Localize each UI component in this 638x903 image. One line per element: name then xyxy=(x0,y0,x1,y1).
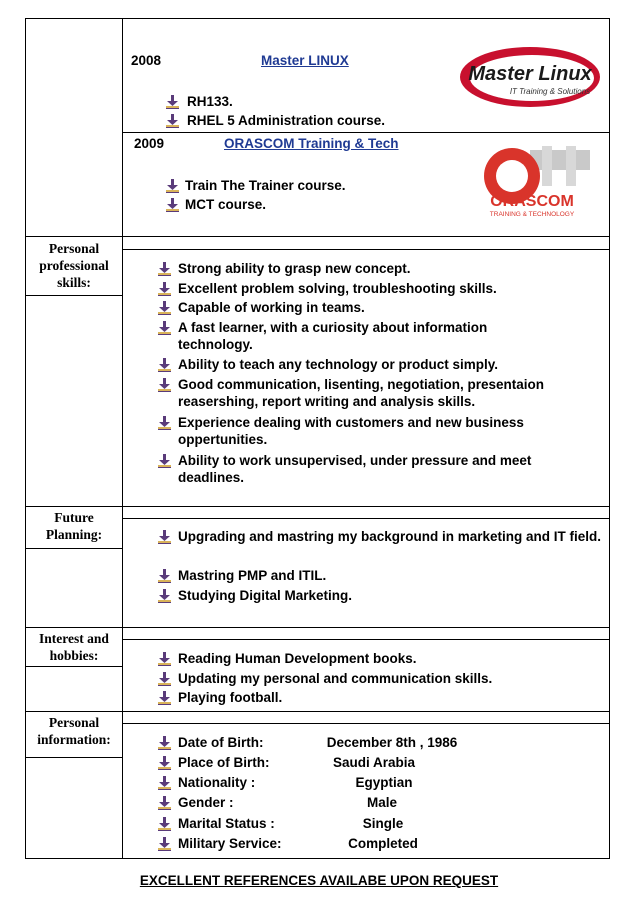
interest-item: Reading Human Development books. xyxy=(178,651,417,666)
row-subdivider xyxy=(122,639,610,640)
skill-item: Capable of working in teams. xyxy=(178,300,365,315)
row-divider-personal xyxy=(25,711,610,712)
education-institution-link[interactable]: Master LINUX xyxy=(261,53,349,68)
education-institution-link[interactable]: ORASCOM Training & Tech xyxy=(224,136,399,151)
section-label-skills: Personal professional skills: xyxy=(39,241,109,290)
bullet-icon xyxy=(158,282,171,296)
personal-value: Single xyxy=(362,816,404,831)
bullet-icon xyxy=(158,358,171,372)
personal-value: Egyptian xyxy=(355,775,413,790)
logo-wordmark: ORASCOM xyxy=(490,193,574,210)
personal-value: Saudi Arabia xyxy=(332,755,416,770)
bullet-icon xyxy=(158,301,171,315)
label-underline xyxy=(25,666,122,667)
education-item: RHEL 5 Administration course. xyxy=(187,113,386,128)
personal-key: Gender : xyxy=(178,795,234,810)
row-divider-future xyxy=(25,506,610,507)
row-divider-skills xyxy=(25,236,610,237)
interest-item: Updating my personal and communication skills. xyxy=(178,671,493,686)
bullet-icon xyxy=(158,776,171,790)
bullet-icon xyxy=(158,817,171,831)
label-underline xyxy=(25,295,122,296)
bullet-icon xyxy=(158,569,171,583)
future-item: Studying Digital Marketing. xyxy=(178,588,353,603)
bullet-icon xyxy=(158,796,171,810)
bullet-icon xyxy=(166,198,179,212)
bullet-icon xyxy=(166,179,179,193)
bullet-icon xyxy=(158,321,171,335)
bullet-icon xyxy=(158,672,171,686)
row-subdivider xyxy=(122,723,610,724)
section-label-interests: Interest and hobbies: xyxy=(39,631,109,663)
row-divider-education xyxy=(122,132,610,133)
personal-key: Military Service: xyxy=(178,836,282,851)
education-year: 2009 xyxy=(134,136,165,151)
personal-key: Place of Birth: xyxy=(178,755,270,770)
skill-item: Strong ability to grasp new concept. xyxy=(178,261,411,276)
future-item: Mastring PMP and ITIL. xyxy=(178,568,327,583)
education-item: Train The Trainer course. xyxy=(185,178,346,193)
orascom-logo xyxy=(468,144,595,219)
row-subdivider xyxy=(122,249,610,250)
bullet-icon xyxy=(166,95,179,109)
bullet-icon xyxy=(158,691,171,705)
bullet-icon xyxy=(158,262,171,276)
bullet-icon xyxy=(158,589,171,603)
interest-item: Playing football. xyxy=(178,690,283,705)
logo-tagline: IT Training & Solutions xyxy=(509,87,591,96)
bullet-icon xyxy=(158,652,171,666)
bullet-icon xyxy=(166,114,179,128)
bullet-icon xyxy=(158,454,171,468)
label-underline xyxy=(25,548,122,549)
personal-key: Nationality : xyxy=(178,775,256,790)
section-label-future: Future Planning: xyxy=(45,510,103,542)
skill-item: Experience dealing with customers and new business oppertunities. xyxy=(178,415,524,447)
references-footer: EXCELLENT REFERENCES AVAILABE UPON REQUEST xyxy=(139,873,499,888)
bullet-icon xyxy=(158,837,171,851)
label-underline xyxy=(25,757,122,758)
skill-item: Ability to teach any technology or product simply. xyxy=(178,357,499,372)
row-subdivider xyxy=(122,518,610,519)
education-year: 2008 xyxy=(131,53,162,68)
bullet-icon xyxy=(158,530,171,544)
bullet-icon xyxy=(158,378,171,392)
personal-value: Male xyxy=(366,795,397,810)
education-item: RH133. xyxy=(187,94,233,109)
future-item: Upgrading and mastring my background in marketing and IT field. xyxy=(178,529,602,544)
skill-item: Good communication, lisenting, negotiation, presentaion reasershing, report writing and analysis skills. xyxy=(178,377,545,409)
row-divider-interests xyxy=(25,627,610,628)
master-linux-logo xyxy=(458,44,603,110)
section-label-personal: Personal information: xyxy=(37,715,111,747)
bullet-icon xyxy=(158,736,171,750)
skill-item: Ability to work unsupervised, under pressure and meet deadlines. xyxy=(178,453,532,485)
education-item: MCT course. xyxy=(185,197,267,212)
bullet-icon xyxy=(158,756,171,770)
personal-value: December 8th , 1986 xyxy=(326,735,458,750)
skill-item: A fast learner, with a curiosity about information technology. xyxy=(178,320,488,352)
logo-tagline: TRAINING & TECHNOLOGY xyxy=(489,211,575,218)
skill-item: Excellent problem solving, troubleshooting skills. xyxy=(178,281,497,296)
personal-key: Marital Status : xyxy=(178,816,275,831)
bullet-icon xyxy=(158,416,171,430)
column-divider xyxy=(122,18,123,859)
logo-wordmark: Master Linux xyxy=(468,63,592,85)
personal-value: Completed xyxy=(348,836,418,851)
personal-key: Date of Birth: xyxy=(178,735,264,750)
